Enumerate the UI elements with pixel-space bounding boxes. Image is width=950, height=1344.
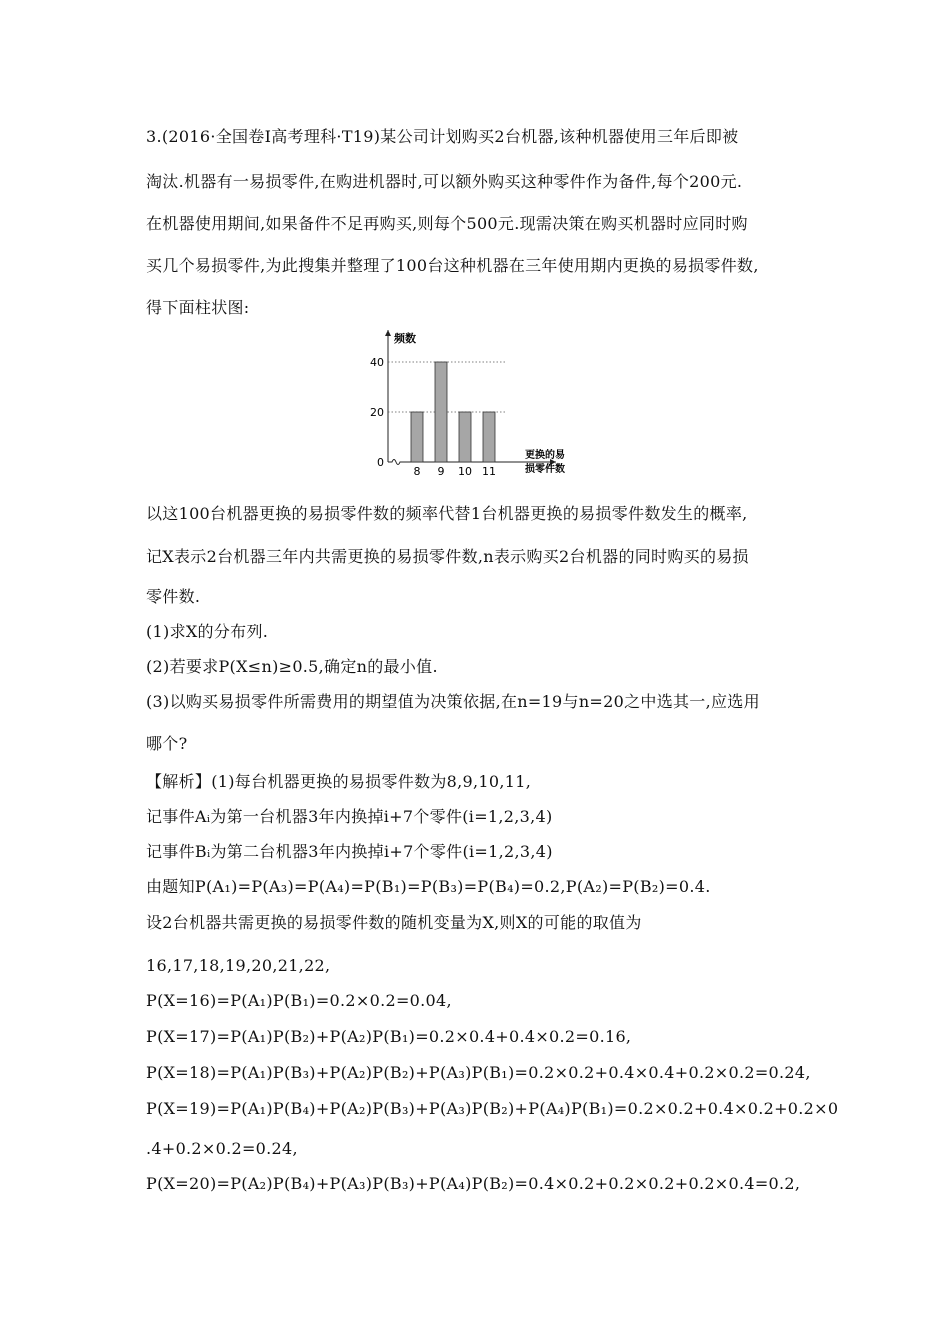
problem-line: 在机器使用期间,如果备件不足再购买,则每个500元.现需决策在购买机器时应同时购 xyxy=(146,214,748,233)
bar xyxy=(459,412,471,462)
problem-line: 以这100台机器更换的易损零件数的频率代替1台机器更换的易损零件数发生的概率, xyxy=(146,504,748,523)
question-3: (3)以购买易损零件所需费用的期望值为决策依据,在n=19与n=20之中选其一,应选用 xyxy=(146,692,760,711)
solution-line: P(X=19)=P(A₁)P(B₄)+P(A₂)P(B₃)+P(A₃)P(B₂)+P(A₄)P(B₁)=0.2×0.2+0.4×0.2+0.2×0 xyxy=(146,1099,839,1118)
problem-line: 得下面柱状图: xyxy=(146,298,250,317)
bar xyxy=(411,412,423,462)
x-tick-label: 9 xyxy=(437,465,445,478)
problem-line: 买几个易损零件,为此搜集并整理了100台这种机器在三年使用期内更换的易损零件数, xyxy=(146,256,759,275)
solution-line: 设2台机器共需更换的易损零件数的随机变量为X,则X的可能的取值为 xyxy=(146,913,642,932)
solution-line: 【解析】(1)每台机器更换的易损零件数为8,9,10,11, xyxy=(146,772,532,791)
x-tick-label: 8 xyxy=(413,465,421,478)
solution-line: P(X=18)=P(A₁)P(B₃)+P(A₂)P(B₂)+P(A₃)P(B₁)=0.2×0.2+0.4×0.4+0.2×0.2=0.24, xyxy=(146,1063,811,1082)
solution-line: 16,17,18,19,20,21,22, xyxy=(146,956,331,975)
x-axis-label: 损零件数 xyxy=(525,464,565,475)
y-tick-label: 40 xyxy=(370,356,384,369)
solution-line: P(X=17)=P(A₁)P(B₂)+P(A₂)P(B₁)=0.2×0.4+0.4×0.2=0.16, xyxy=(146,1027,632,1046)
question-3-cont: 哪个? xyxy=(146,734,188,753)
problem-line: 零件数. xyxy=(146,587,201,606)
bar-chart-svg xyxy=(360,322,600,487)
solution-line: P(X=16)=P(A₁)P(B₁)=0.2×0.2=0.04, xyxy=(146,991,452,1010)
problem-line: 记X表示2台机器三年内共需更换的易损零件数,n表示购买2台机器的同时购买的易损 xyxy=(146,547,749,566)
solution-line: .4+0.2×0.2=0.24, xyxy=(146,1139,298,1158)
solution-line: 记事件Bᵢ为第二台机器3年内换掉i+7个零件(i=1,2,3,4) xyxy=(146,842,553,861)
y-axis-arrow xyxy=(385,330,391,336)
bar-chart xyxy=(360,322,600,487)
solution-line: P(X=20)=P(A₂)P(B₄)+P(A₃)P(B₃)+P(A₄)P(B₂)=0.4×0.2+0.2×0.2+0.2×0.4=0.2, xyxy=(146,1174,801,1193)
question-2: (2)若要求P(X≤n)≥0.5,确定n的最小值. xyxy=(146,657,438,676)
x-tick-label: 10 xyxy=(458,465,472,478)
y-axis-label: 频数 xyxy=(394,332,416,345)
question-1: (1)求X的分布列. xyxy=(146,622,269,641)
bar xyxy=(483,412,495,462)
x-axis-label: 更换的易 xyxy=(525,450,565,461)
problem-line: 淘汰.机器有一易损零件,在购进机器时,可以额外购买这种零件作为备件,每个200元. xyxy=(146,172,743,191)
y-tick-label: 20 xyxy=(370,406,384,419)
x-tick-label: 11 xyxy=(482,465,496,478)
problem-line: 3.(2016·全国卷Ⅰ高考理科·T19)某公司计划购买2台机器,该种机器使用三年后即被 xyxy=(146,127,739,146)
bar xyxy=(435,362,447,462)
solution-line: 由题知P(A₁)=P(A₃)=P(A₄)=P(B₁)=P(B₃)=P(B₄)=0.2,P(A₂)=P(B₂)=0.4. xyxy=(146,877,711,896)
solution-line: 记事件Aᵢ为第一台机器3年内换掉i+7个零件(i=1,2,3,4) xyxy=(146,807,553,826)
y-tick-label: 0 xyxy=(377,456,384,469)
